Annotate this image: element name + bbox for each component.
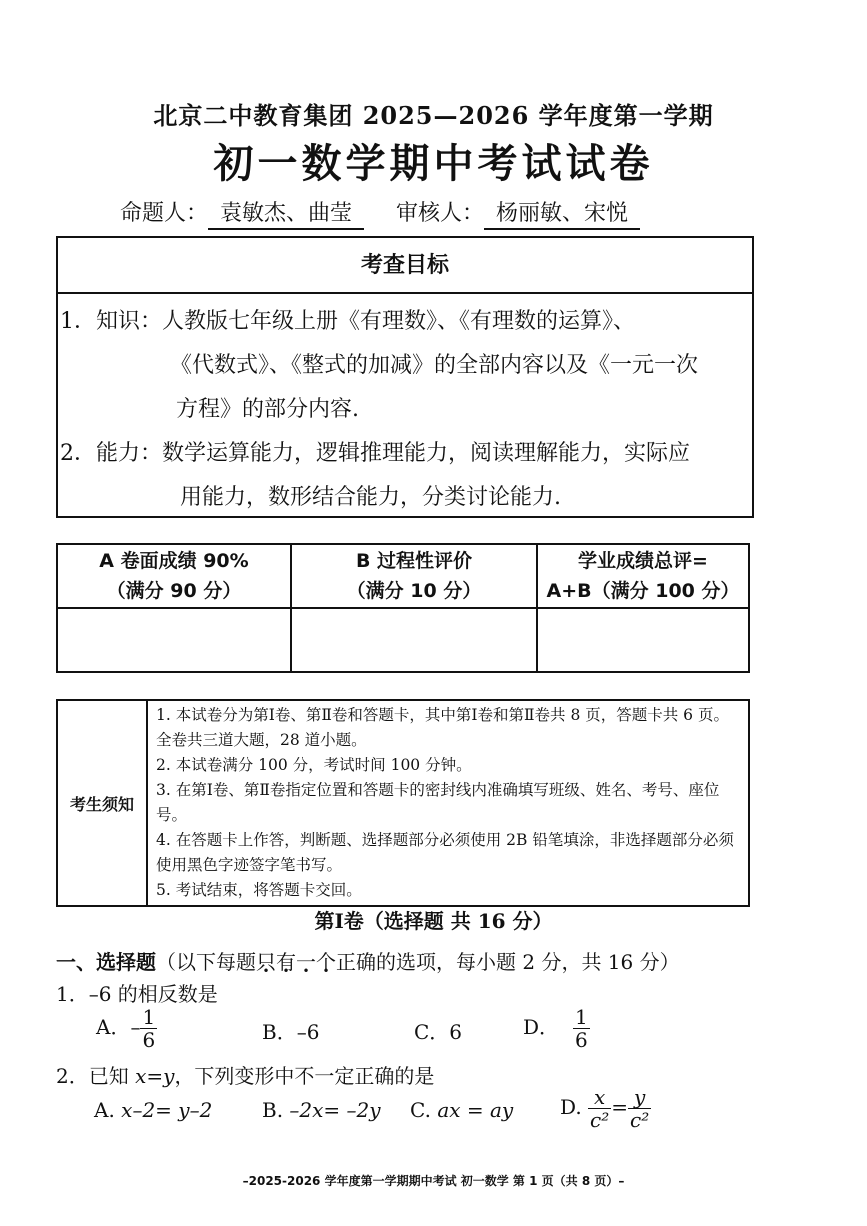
section-one-heading: 一、选择题（以下每题只有一个正确的选项，每小题 2 分，共 16 分）	[56, 950, 680, 974]
notice-items	[147, 700, 749, 906]
exam-title: 初一数学期中考试试卷	[213, 140, 654, 187]
q1-option-a[interactable]: A．– $\frac{1}{6}$	[96, 1005, 156, 1052]
question-2-stem: 2．已知 x=y，下列变形中不一定正确的是	[56, 1064, 435, 1088]
author-label: 命题人：	[120, 201, 209, 226]
page-footer: –2025-2026 学年度第一学期期中考试 初一数学 第 1 页（共 8 页）–	[242, 1174, 625, 1188]
part-one-heading: 第Ⅰ卷（选择题 共 16 分）	[314, 909, 553, 933]
exam-goals-box	[56, 236, 754, 518]
score-header-a: A 卷面成绩 90% （满分 90 分）	[57, 544, 291, 608]
notice-item: 3. 在第Ⅰ卷、第Ⅱ卷指定位置和答题卡的密封线内准确填写班级、姓名、考号、座位号。	[156, 781, 720, 824]
score-cell-total[interactable]	[537, 608, 749, 672]
goal-1-line-1: 1．知识：人教版七年级上册《有理数》、《有理数的运算》、	[60, 309, 635, 334]
score-cell-b[interactable]	[291, 608, 537, 672]
author-names: 袁敏杰、曲莹	[208, 200, 364, 230]
emphasis-text: 只有一个	[256, 950, 336, 974]
q1-option-b[interactable]: B．–6	[262, 1020, 320, 1044]
notice-label: 考生须知	[57, 700, 147, 906]
q2-option-c[interactable]: C. ax = ay	[410, 1098, 514, 1122]
reviewer-names: 杨丽敏、宋悦	[484, 200, 640, 230]
notice-item: 4. 在答题卡上作答，判断题、选择题部分必须使用 2B 铅笔填涂，非选择题部分必须使用黑色字迹签字笔书写。	[156, 831, 734, 874]
q1-option-d[interactable]: D． $\frac{1}{6}$	[523, 1005, 588, 1052]
author-line	[120, 196, 640, 230]
goal-1-line-3: 方程》的部分内容.	[176, 397, 359, 422]
q2-option-d[interactable]: D. $\frac{x}{\text{c²}}$ = $\frac{y}{\text{c²}}$	[560, 1085, 650, 1132]
notice-item: 5. 考试结束，将答题卡交回。	[156, 881, 362, 899]
goal-2-line-2: 用能力，数形结合能力，分类讨论能力.	[180, 485, 561, 510]
question-1-stem: 1．–6 的相反数是	[56, 982, 218, 1006]
score-table	[56, 543, 750, 673]
goal-2-line-1: 2．能力：数学运算能力，逻辑推理能力，阅读理解能力，实际应	[60, 441, 690, 466]
score-cell-a[interactable]	[57, 608, 291, 672]
notice-item: 2. 本试卷满分 100 分，考试时间 100 分钟。	[156, 756, 472, 774]
reviewer-label: 审核人：	[396, 201, 485, 226]
score-header-total: 学业成绩总评= A+B（满分 100 分）	[537, 544, 749, 608]
notice-item: 1. 本试卷分为第Ⅰ卷、第Ⅱ卷和答题卡，其中第Ⅰ卷和第Ⅱ卷共 8 页，答题卡共 6 页。全卷共三道大题，28 道小题。	[156, 706, 729, 749]
q2-option-b[interactable]: B. –2x= –2y	[262, 1098, 381, 1122]
goal-1-line-2: 《代数式》、《整式的加减》的全部内容以及《一元一次	[170, 353, 699, 378]
q2-option-a[interactable]: A. x–2= y–2	[94, 1098, 213, 1122]
score-header-b: B 过程性评价 （满分 10 分）	[291, 544, 537, 608]
goals-heading: 考查目标	[58, 238, 752, 294]
section-title: 一、选择题	[56, 950, 156, 974]
school-term-line: 北京二中教育集团 2025—2026 学年度第一学期	[153, 101, 714, 130]
q1-option-c[interactable]: C．6	[414, 1020, 463, 1044]
candidate-notice-table	[56, 699, 750, 907]
